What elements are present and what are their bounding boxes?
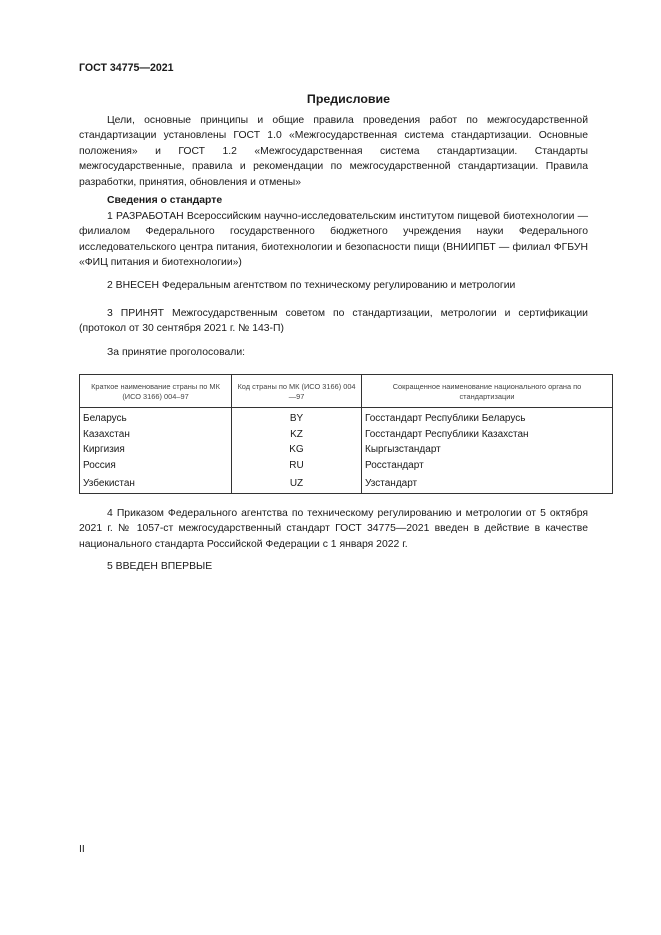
- item-4-order: 4 Приказом Федерального агентства по техническому регулированию и метрологии от 5 октября 2021 г. № 1057-ст межгосударственный стандарт ГОСТ 34775—2021 введен в действие в качестве национального стандарта Российской Федерации с 1 января 2022 г.: [79, 508, 588, 550]
- intro-paragraph: Цели, основные принципы и общие правила проведения работ по межгосударственной стандартизации установлены ГОСТ 1.0 «Межгосударственная система стандартизации. Основные положения» и ГОСТ 1.2 «Межгосударственная система стандартизации. Стандарты межгосударственные, правила и рекомендации по межгосударственной стандартизации. Правила разработки, принятия, обновления и отмены»: [79, 115, 588, 188]
- document-code-header: ГОСТ 34775—2021: [79, 62, 174, 74]
- item-5-introduced-first: 5 ВВЕДЕН ВПЕРВЫЕ: [107, 561, 213, 572]
- item-2-introduced-by: 2 ВНЕСЕН Федеральным агентством по техническому регулированию и метрологии: [107, 280, 516, 291]
- standards-body-cell: Узстандарт: [362, 473, 613, 493]
- member-states-table: [79, 374, 613, 494]
- table-row: [80, 408, 613, 427]
- country-cell: Киргизия: [80, 442, 232, 458]
- column-header-code: Код страны по МК (ИСО 3166) 004—97: [232, 375, 362, 408]
- country-cell: Беларусь: [80, 408, 232, 427]
- table-row: [80, 473, 613, 493]
- country-cell: Казахстан: [80, 427, 232, 443]
- item-1-developed-by: 1 РАЗРАБОТАН Всероссийским научно-исследовательским институтом пищевой биотехнологии — филиалом Федерального государственного бюджетного учреждения науки Федерального исследовательского центра питания, биотехнологии и безопасности пищи (ВНИИПБТ — филиал ФГБУН «ФИЦ питания и биотехнологии»): [79, 211, 588, 269]
- table-row: [80, 458, 613, 474]
- code-cell: UZ: [232, 473, 362, 493]
- standards-body-cell: Госстандарт Республики Беларусь: [362, 408, 613, 427]
- code-cell: BY: [232, 408, 362, 427]
- country-cell: Узбекистан: [80, 473, 232, 493]
- standards-body-cell: Росстандарт: [362, 458, 613, 474]
- code-cell: KG: [232, 442, 362, 458]
- item-3-adopted-by: 3 ПРИНЯТ Межгосударственным советом по стандартизации, метрологии и сертификации (протокол от 30 сентября 2021 г. № 143-П): [79, 308, 588, 335]
- table-row: [80, 427, 613, 443]
- standards-body-cell: Госстандарт Республики Казахстан: [362, 427, 613, 443]
- voted-for-label: За принятие проголосовали:: [107, 347, 246, 358]
- country-cell: Россия: [80, 458, 232, 474]
- page-number: II: [79, 844, 85, 855]
- section-title: Предисловие: [306, 92, 391, 106]
- column-header-standards-body: Сокращенное наименование национального органа по стандартизации: [362, 375, 613, 408]
- code-cell: KZ: [232, 427, 362, 443]
- table-row: [80, 442, 613, 458]
- column-header-country: Краткое наименование страны по МК (ИСО 3166) 004‒97: [80, 375, 232, 408]
- standards-body-cell: Кыргызстандарт: [362, 442, 613, 458]
- standard-info-heading: Сведения о стандарте: [107, 195, 223, 206]
- table-header-row: [80, 375, 613, 408]
- code-cell: RU: [232, 458, 362, 474]
